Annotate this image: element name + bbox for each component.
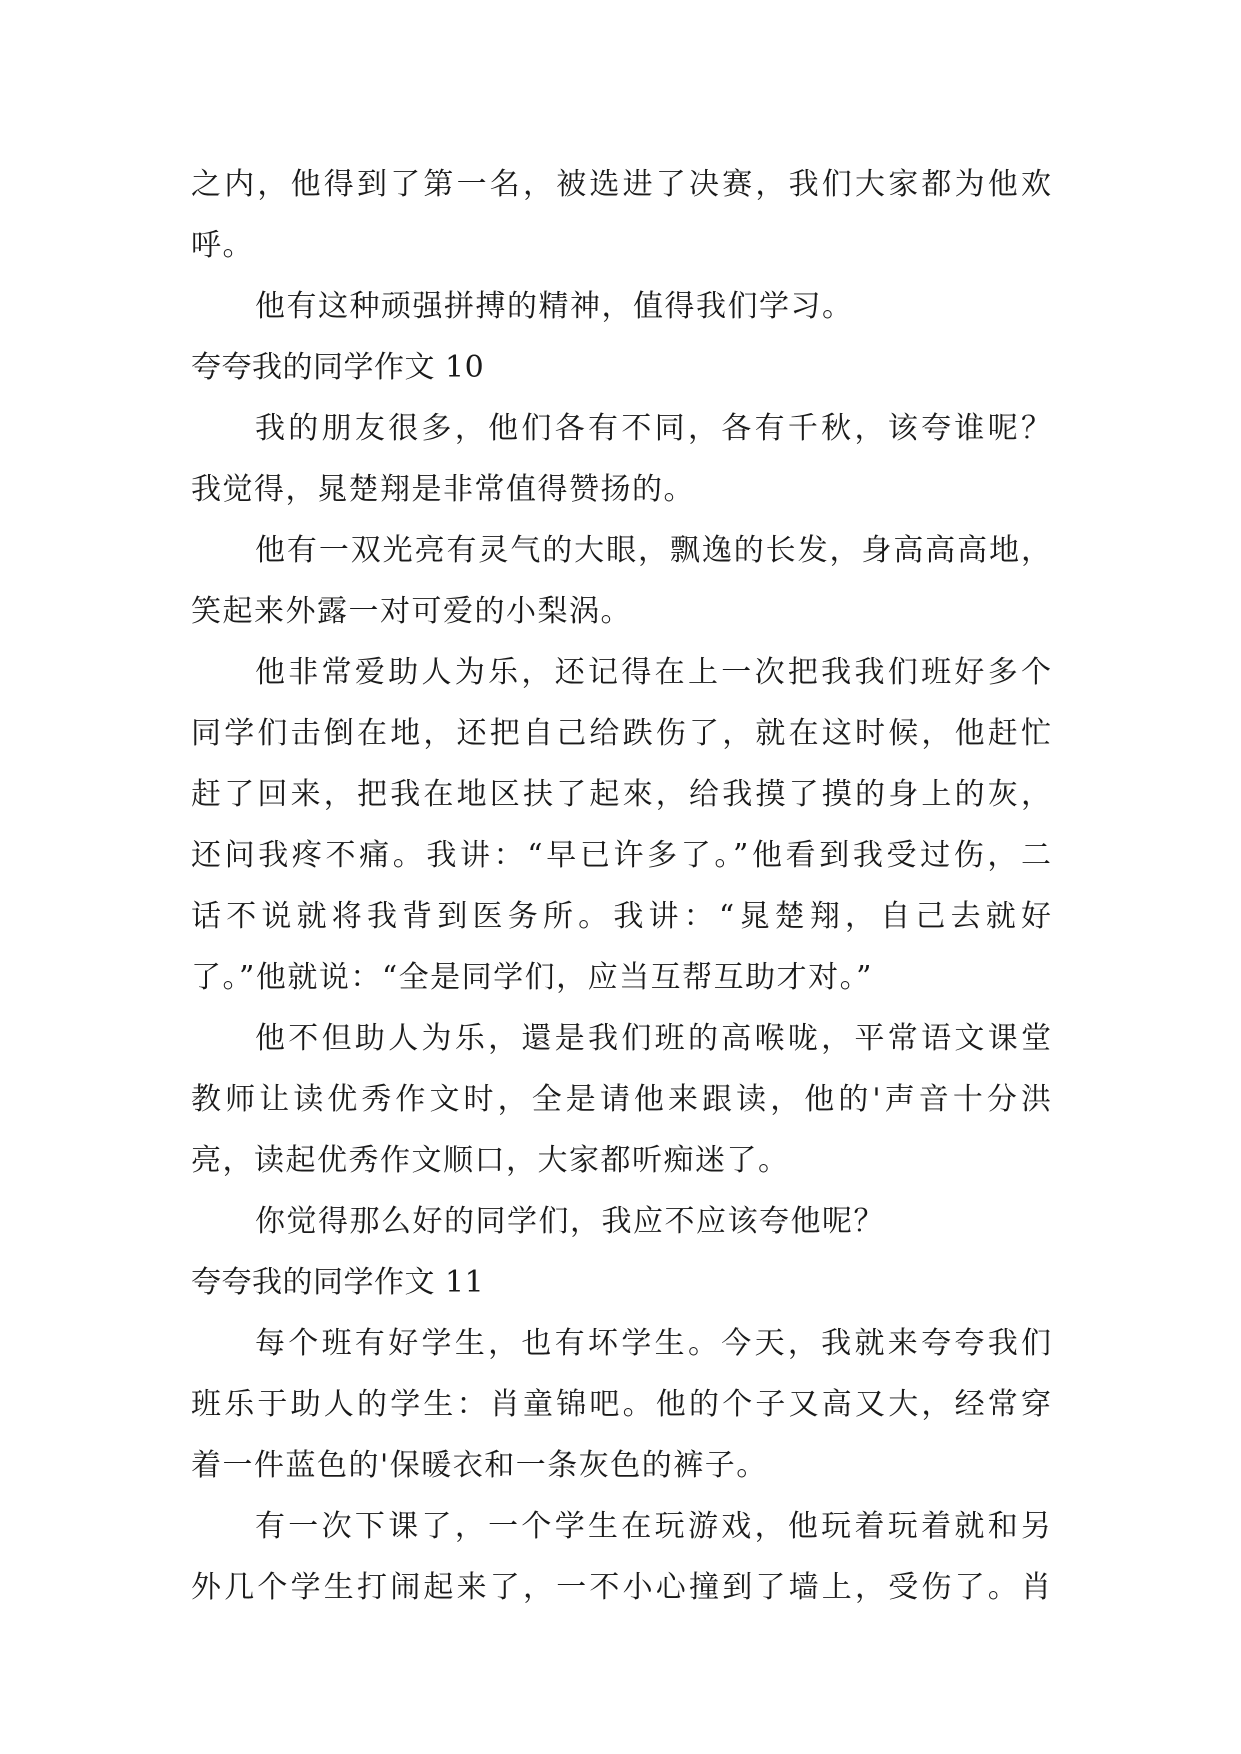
- text-line: 外几个学生打闹起来了，一不小心撞到了墙上，受伤了。肖: [191, 1570, 1051, 1605]
- text-line: 同学们击倒在地，还把自己给跌伤了，就在这时候，他赶忙: [191, 716, 1051, 751]
- text-line: 有一次下课了，一个学生在玩游戏，他玩着玩着就和另: [255, 1509, 1051, 1544]
- section-heading: 夸夸我的同学作文 11: [191, 1265, 485, 1300]
- document-body: [191, 154, 1051, 1618]
- text-line: 每个班有好学生，也有坏学生。今天，我就来夸夸我们: [255, 1326, 1051, 1361]
- text-line: 亮，读起优秀作文顺口，大家都听痴迷了。: [191, 1143, 790, 1178]
- text-line: 他不但助人为乐，還是我们班的高喉咙，平常语文课堂: [255, 1021, 1051, 1056]
- text-line: 你觉得那么好的同学们，我应不应该夸他呢？: [255, 1204, 885, 1239]
- text-line: 呼。: [191, 228, 254, 263]
- text-line: 我觉得，晁楚翔是非常值得赞扬的。: [191, 472, 695, 507]
- text-line: 之内，他得到了第一名，被选进了决赛，我们大家都为他欢: [191, 167, 1051, 202]
- text-line: 他有一双光亮有灵气的大眼，飘逸的长发，身高高高地，: [255, 533, 1051, 568]
- text-line: 还问我疼不痛。我讲：“早已许多了。”他看到我受过伤，二: [191, 838, 1051, 873]
- text-line: 他有这种顽强拼搏的精神，值得我们学习。: [255, 289, 854, 324]
- text-line: 教师让读优秀作文时，全是请他来跟读，他的'声音十分洪: [191, 1082, 1051, 1117]
- text-line: 了。”他就说：“全是同学们，应当互帮互助才对。”: [191, 960, 874, 995]
- text-line: 着一件蓝色的'保暖衣和一条灰色的裤子。: [191, 1448, 768, 1483]
- text-line: 我的朋友很多，他们各有不同，各有千秋，该夸谁呢？: [255, 411, 1051, 446]
- text-line: 班乐于助人的学生：肖童锦吧。他的个子又高又大，经常穿: [191, 1387, 1051, 1422]
- text-line: 他非常爱助人为乐，还记得在上一次把我我们班好多个: [255, 655, 1051, 690]
- section-heading: 夸夸我的同学作文 10: [191, 350, 485, 385]
- text-line: 赶了回来，把我在地区扶了起來，给我摸了摸的身上的灰，: [191, 777, 1051, 812]
- text-line: 话不说就将我背到医务所。我讲：“晁楚翔，自己去就好: [191, 899, 1051, 934]
- text-line: 笑起来外露一对可爱的小梨涡。: [191, 594, 632, 629]
